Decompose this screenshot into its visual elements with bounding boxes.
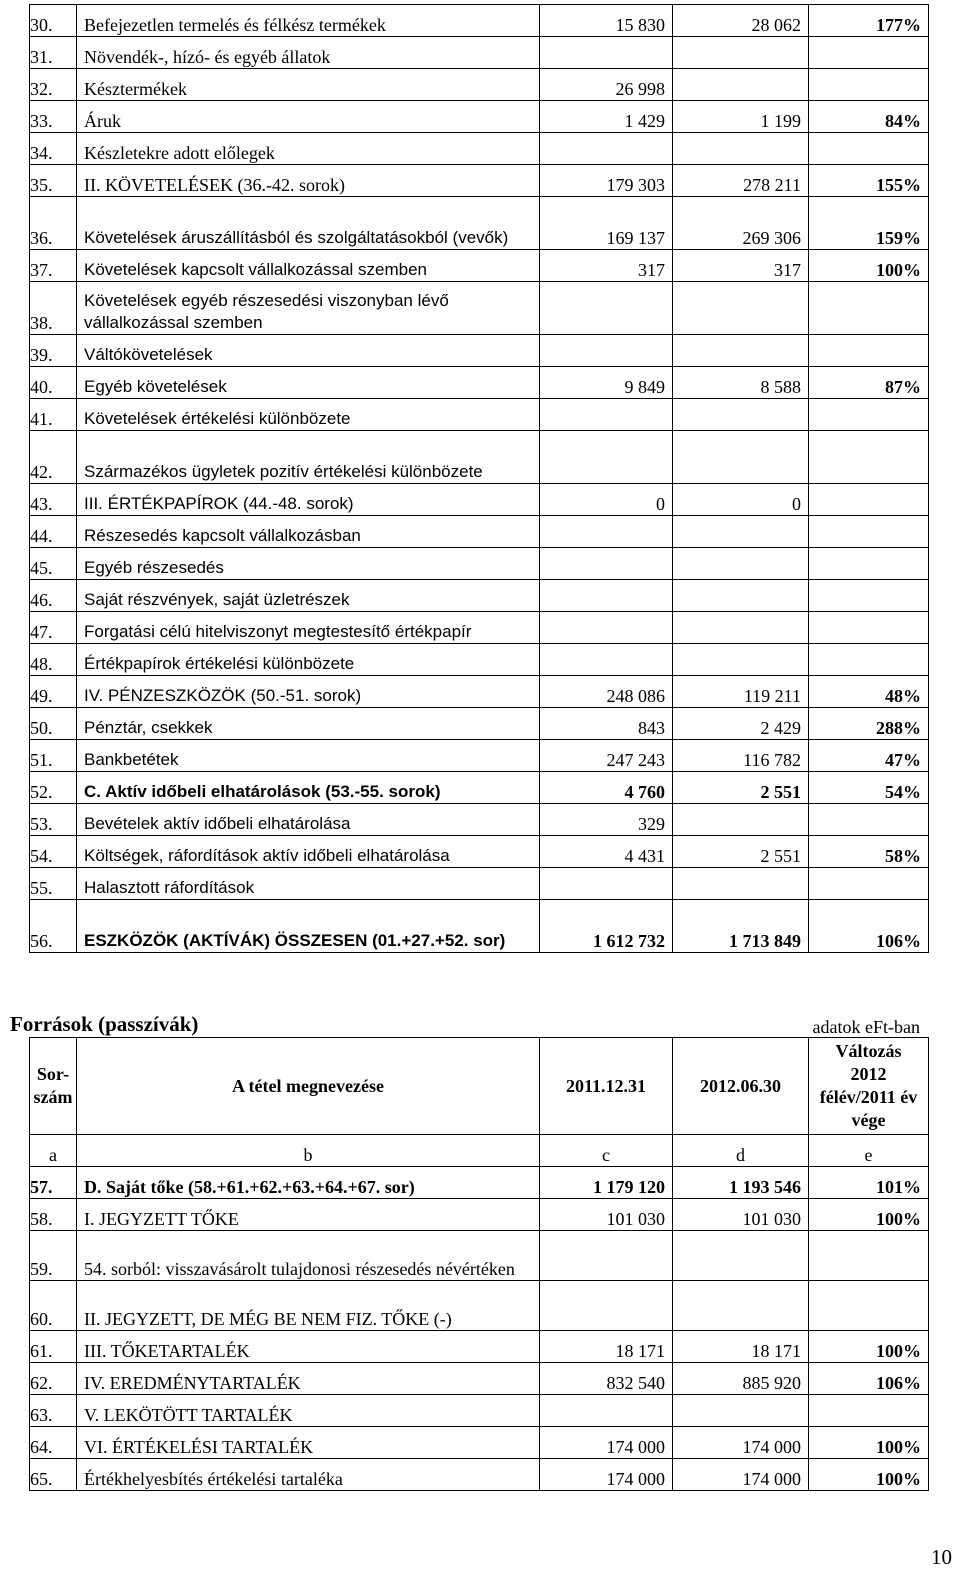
header-change: Változás 2012 félév/2011 év vége — [809, 1038, 929, 1135]
value-2012 — [673, 431, 809, 484]
row-number: 57. — [30, 1167, 77, 1199]
row-number: 46. — [30, 580, 77, 612]
change-percent: 100% — [809, 1199, 929, 1231]
row-number: 52. — [30, 772, 77, 804]
value-2011: 247 243 — [540, 740, 673, 772]
table-row — [30, 708, 929, 740]
value-2012 — [673, 133, 809, 165]
change-percent: 100% — [809, 250, 929, 282]
row-label: Származékos ügyletek pozitív értékelési különbözete — [77, 431, 540, 484]
change-percent — [809, 804, 929, 836]
assets-table — [29, 4, 929, 953]
row-number: 37. — [30, 250, 77, 282]
table-row — [30, 69, 929, 101]
row-label: Forgatási célú hitelviszonyt megtestesítő értékpapír — [77, 612, 540, 644]
change-percent — [809, 868, 929, 900]
value-2012: 28 062 — [673, 5, 809, 37]
value-2011: 174 000 — [540, 1459, 673, 1491]
row-number: 64. — [30, 1427, 77, 1459]
value-2012: 174 000 — [673, 1427, 809, 1459]
row-label: III. ÉRTÉKPAPÍROK (44.-48. sorok) — [77, 484, 540, 516]
value-2011: 9 849 — [540, 367, 673, 399]
row-number: 35. — [30, 165, 77, 197]
row-number: 40. — [30, 367, 77, 399]
row-number: 60. — [30, 1281, 77, 1331]
row-label: IV. PÉNZESZKÖZÖK (50.-51. sorok) — [77, 676, 540, 708]
table-row — [30, 399, 929, 431]
value-2012: 278 211 — [673, 165, 809, 197]
value-2012: 2 551 — [673, 772, 809, 804]
change-percent: 100% — [809, 1459, 929, 1491]
liabilities-table — [29, 1037, 929, 1491]
row-label: II. JEGYZETT, DE MÉG BE NEM FIZ. TŐKE (-) — [77, 1281, 540, 1331]
table-row — [30, 1199, 929, 1231]
change-percent — [809, 399, 929, 431]
value-2012: 8 588 — [673, 367, 809, 399]
value-2012 — [673, 548, 809, 580]
row-label: Bankbetétek — [77, 740, 540, 772]
row-number: 41. — [30, 399, 77, 431]
table-row — [30, 133, 929, 165]
change-percent — [809, 431, 929, 484]
row-number: 39. — [30, 335, 77, 367]
value-2011: 317 — [540, 250, 673, 282]
row-label: Értékhelyesbítés értékelési tartaléka — [77, 1459, 540, 1491]
table-row — [30, 1167, 929, 1199]
row-number: 34. — [30, 133, 77, 165]
row-number: 59. — [30, 1231, 77, 1281]
change-percent: 54% — [809, 772, 929, 804]
change-percent: 106% — [809, 900, 929, 953]
page-number: 10 — [931, 1545, 952, 1569]
row-number: 53. — [30, 804, 77, 836]
table-row — [30, 367, 929, 399]
value-2011: 4 760 — [540, 772, 673, 804]
value-2012 — [673, 644, 809, 676]
row-label: D. Saját tőke (58.+61.+62.+63.+64.+67. sor) — [77, 1167, 540, 1199]
table-row — [30, 516, 929, 548]
change-percent — [809, 335, 929, 367]
row-label: Bevételek aktív időbeli elhatárolása — [77, 804, 540, 836]
row-label: Befejezetlen termelés és félkész termékek — [77, 5, 540, 37]
table-row — [30, 431, 929, 484]
table-row — [30, 1281, 929, 1331]
change-percent — [809, 69, 929, 101]
value-2011: 101 030 — [540, 1199, 673, 1231]
value-2012 — [673, 1395, 809, 1427]
header-date1: 2011.12.31 — [540, 1038, 673, 1135]
value-2012 — [673, 516, 809, 548]
value-2011: 169 137 — [540, 197, 673, 250]
value-2011: 18 171 — [540, 1331, 673, 1363]
value-2012: 101 030 — [673, 1199, 809, 1231]
value-2012 — [673, 335, 809, 367]
value-2012 — [673, 612, 809, 644]
table-row — [30, 5, 929, 37]
row-label: Készletekre adott előlegek — [77, 133, 540, 165]
row-label: IV. EREDMÉNYTARTALÉK — [77, 1363, 540, 1395]
row-label: ESZKÖZÖK (AKTÍVÁK) ÖSSZESEN (01.+27.+52. sor) — [77, 900, 540, 953]
value-2012 — [673, 804, 809, 836]
table-row — [30, 1231, 929, 1281]
value-2011 — [540, 399, 673, 431]
row-label: Követelések áruszállításból és szolgáltatásokból (vevők) — [77, 197, 540, 250]
row-number: 61. — [30, 1331, 77, 1363]
row-label: Pénztár, csekkek — [77, 708, 540, 740]
row-label: Váltókövetelések — [77, 335, 540, 367]
value-2012 — [673, 69, 809, 101]
value-2012: 174 000 — [673, 1459, 809, 1491]
table-row — [30, 1427, 929, 1459]
value-2012: 2 551 — [673, 836, 809, 868]
table-row — [30, 335, 929, 367]
change-percent: 177% — [809, 5, 929, 37]
row-number: 54. — [30, 836, 77, 868]
value-2012: 0 — [673, 484, 809, 516]
change-percent — [809, 37, 929, 69]
table-row — [30, 804, 929, 836]
column-letter: b — [77, 1135, 540, 1167]
table-row — [30, 740, 929, 772]
value-2011: 26 998 — [540, 69, 673, 101]
row-label: 54. sorból: visszavásárolt tulajdonosi részesedés névértéken — [77, 1231, 540, 1281]
row-label: Költségek, ráfordítások aktív időbeli elhatárolása — [77, 836, 540, 868]
unit-note: adatok eFt-ban — [812, 1017, 920, 1037]
value-2011: 329 — [540, 804, 673, 836]
row-number: 51. — [30, 740, 77, 772]
header-row — [30, 1038, 929, 1135]
change-percent: 84% — [809, 101, 929, 133]
change-percent: 100% — [809, 1331, 929, 1363]
column-letter: c — [540, 1135, 673, 1167]
row-number: 48. — [30, 644, 77, 676]
change-percent: 47% — [809, 740, 929, 772]
row-number: 65. — [30, 1459, 77, 1491]
change-percent — [809, 1281, 929, 1331]
value-2011 — [540, 431, 673, 484]
value-2011: 1 429 — [540, 101, 673, 133]
table-row — [30, 868, 929, 900]
row-number: 42. — [30, 431, 77, 484]
value-2011: 832 540 — [540, 1363, 673, 1395]
row-number: 62. — [30, 1363, 77, 1395]
row-number: 56. — [30, 900, 77, 953]
table-row — [30, 37, 929, 69]
column-letter: a — [30, 1135, 77, 1167]
table-row — [30, 165, 929, 197]
value-2012 — [673, 37, 809, 69]
value-2012 — [673, 399, 809, 431]
row-number: 30. — [30, 5, 77, 37]
table-row — [30, 197, 929, 250]
value-2011: 248 086 — [540, 676, 673, 708]
value-2011 — [540, 1395, 673, 1427]
row-number: 47. — [30, 612, 77, 644]
value-2012 — [673, 1281, 809, 1331]
row-number: 50. — [30, 708, 77, 740]
value-2012: 18 171 — [673, 1331, 809, 1363]
value-2011 — [540, 548, 673, 580]
header-no — [30, 1038, 77, 1135]
value-2011 — [540, 1231, 673, 1281]
row-number: 43. — [30, 484, 77, 516]
row-label: II. KÖVETELÉSEK (36.-42. sorok) — [77, 165, 540, 197]
change-percent — [809, 644, 929, 676]
table-row — [30, 900, 929, 953]
change-percent: 100% — [809, 1427, 929, 1459]
value-2012: 1 713 849 — [673, 900, 809, 953]
change-percent: 87% — [809, 367, 929, 399]
value-2012: 1 193 546 — [673, 1167, 809, 1199]
value-2011 — [540, 37, 673, 69]
row-number: 38. — [30, 282, 77, 335]
row-number: 49. — [30, 676, 77, 708]
row-label: V. LEKÖTÖTT TARTALÉK — [77, 1395, 540, 1427]
table-row — [30, 644, 929, 676]
row-label: Halasztott ráfordítások — [77, 868, 540, 900]
header-name: A tétel megnevezése — [77, 1038, 540, 1135]
value-2012: 1 199 — [673, 101, 809, 133]
value-2011 — [540, 516, 673, 548]
value-2012: 2 429 — [673, 708, 809, 740]
table-row — [30, 580, 929, 612]
row-number: 45. — [30, 548, 77, 580]
value-2011: 1 179 120 — [540, 1167, 673, 1199]
change-percent — [809, 1231, 929, 1281]
row-label: III. TŐKETARTALÉK — [77, 1331, 540, 1363]
row-label: Követelések egyéb részesedési viszonyban lévő vállalkozással szemben — [77, 282, 540, 335]
change-percent: 106% — [809, 1363, 929, 1395]
change-percent — [809, 516, 929, 548]
change-percent: 155% — [809, 165, 929, 197]
value-2012: 317 — [673, 250, 809, 282]
column-letter: e — [809, 1135, 929, 1167]
row-number: 55. — [30, 868, 77, 900]
row-label: Követelések kapcsolt vállalkozással szemben — [77, 250, 540, 282]
value-2011: 843 — [540, 708, 673, 740]
change-percent — [809, 282, 929, 335]
table-row — [30, 484, 929, 516]
table-row — [30, 1363, 929, 1395]
change-percent — [809, 548, 929, 580]
value-2011 — [540, 612, 673, 644]
change-percent — [809, 484, 929, 516]
change-percent: 48% — [809, 676, 929, 708]
column-letter: d — [673, 1135, 809, 1167]
value-2011 — [540, 133, 673, 165]
value-2011 — [540, 1281, 673, 1331]
value-2011 — [540, 644, 673, 676]
value-2011: 4 431 — [540, 836, 673, 868]
row-label: Áruk — [77, 101, 540, 133]
row-number: 32. — [30, 69, 77, 101]
row-label: VI. ÉRTÉKELÉSI TARTALÉK — [77, 1427, 540, 1459]
table-row — [30, 1331, 929, 1363]
row-label: Követelések értékelési különbözete — [77, 399, 540, 431]
change-percent: 58% — [809, 836, 929, 868]
value-2012: 885 920 — [673, 1363, 809, 1395]
value-2011: 1 612 732 — [540, 900, 673, 953]
change-percent — [809, 612, 929, 644]
header-date2: 2012.06.30 — [673, 1038, 809, 1135]
table-row — [30, 676, 929, 708]
row-label: Saját részvények, saját üzletrészek — [77, 580, 540, 612]
value-2011 — [540, 868, 673, 900]
value-2012: 269 306 — [673, 197, 809, 250]
change-percent — [809, 580, 929, 612]
row-number: 36. — [30, 197, 77, 250]
value-2012 — [673, 868, 809, 900]
value-2011: 179 303 — [540, 165, 673, 197]
row-label: Növendék-, hízó- és egyéb állatok — [77, 37, 540, 69]
row-label: I. JEGYZETT TŐKE — [77, 1199, 540, 1231]
change-percent — [809, 1395, 929, 1427]
value-2011: 174 000 — [540, 1427, 673, 1459]
table-row — [30, 282, 929, 335]
row-number: 63. — [30, 1395, 77, 1427]
value-2011 — [540, 335, 673, 367]
value-2012: 119 211 — [673, 676, 809, 708]
table-row — [30, 548, 929, 580]
value-2011 — [540, 580, 673, 612]
row-number: 31. — [30, 37, 77, 69]
value-2012 — [673, 1231, 809, 1281]
change-percent: 288% — [809, 708, 929, 740]
table-row — [30, 1459, 929, 1491]
value-2011: 0 — [540, 484, 673, 516]
table-row — [30, 101, 929, 133]
table-row — [30, 250, 929, 282]
header-no-label: Sor-szám — [33, 1064, 73, 1107]
change-percent: 101% — [809, 1167, 929, 1199]
value-2012 — [673, 580, 809, 612]
row-label: Értékpapírok értékelési különbözete — [77, 644, 540, 676]
table-row — [30, 612, 929, 644]
row-label: Késztermékek — [77, 69, 540, 101]
row-label: Egyéb részesedés — [77, 548, 540, 580]
liabilities-title: Források (passzívák) — [10, 1012, 199, 1036]
row-label: Egyéb követelések — [77, 367, 540, 399]
value-2012: 116 782 — [673, 740, 809, 772]
row-number: 33. — [30, 101, 77, 133]
row-number: 58. — [30, 1199, 77, 1231]
table-row — [30, 772, 929, 804]
change-percent — [809, 133, 929, 165]
row-number: 44. — [30, 516, 77, 548]
letter-row — [30, 1135, 929, 1167]
value-2011 — [540, 282, 673, 335]
value-2012 — [673, 282, 809, 335]
change-percent: 159% — [809, 197, 929, 250]
table-row — [30, 1395, 929, 1427]
table-row — [30, 836, 929, 868]
row-label: C. Aktív időbeli elhatárolások (53.-55. sorok) — [77, 772, 540, 804]
row-label: Részesedés kapcsolt vállalkozásban — [77, 516, 540, 548]
value-2011: 15 830 — [540, 5, 673, 37]
